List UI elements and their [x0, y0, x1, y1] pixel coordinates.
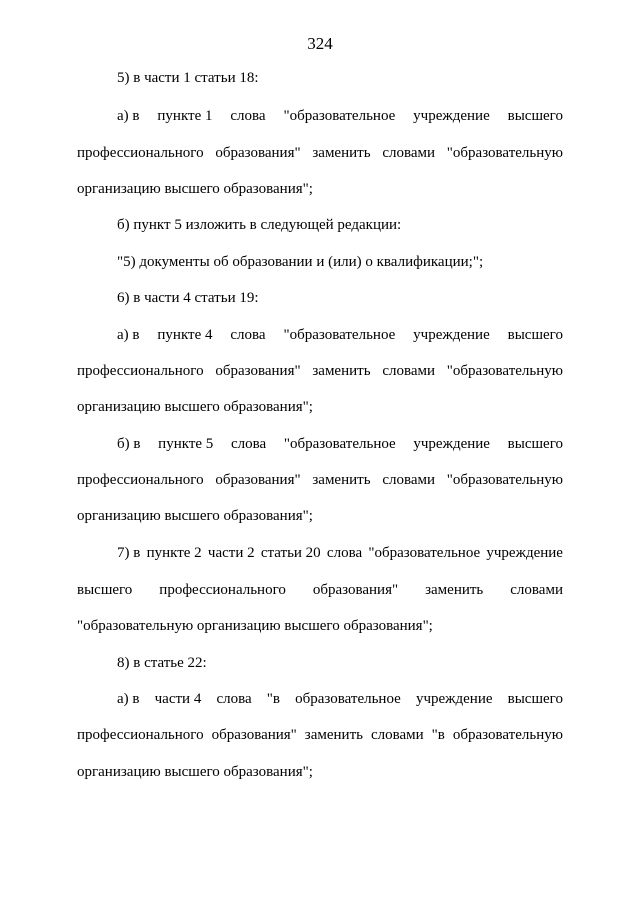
paragraph-7-line-3: "образовательную организацию высшего образования"; — [77, 618, 433, 634]
paragraph-6b-line-3: организацию высшего образования"; — [77, 508, 313, 524]
word: слова — [216, 691, 252, 707]
word: профессионального — [77, 472, 204, 488]
word: образования" — [211, 727, 297, 743]
word: заменить — [304, 727, 363, 743]
word: статьи 20 — [260, 545, 321, 561]
word: части 4 — [154, 691, 202, 707]
word: высшего — [507, 436, 563, 452]
paragraph-8a-line-1 — [117, 691, 563, 708]
word: профессионального — [77, 145, 204, 161]
word: образования" — [215, 363, 301, 379]
word: 7) в — [117, 545, 141, 561]
word: пункте 1 — [157, 108, 213, 124]
paragraph-8a-line-3: организацию высшего образования"; — [77, 764, 313, 780]
paragraph-5-heading: 5) в части 1 статьи 18: — [117, 70, 259, 86]
word: "образовательную — [446, 145, 563, 161]
word: а) в — [117, 108, 140, 124]
paragraph-5a-line-3: организацию высшего образования"; — [77, 181, 313, 197]
word: учреждение — [415, 691, 493, 707]
word: а) в — [117, 327, 140, 343]
word: "в — [266, 691, 280, 707]
word: высшего — [507, 108, 563, 124]
page-number: 324 — [307, 34, 333, 53]
word: слова — [230, 108, 266, 124]
word: пункте 5 — [158, 436, 214, 452]
word: учреждение — [486, 545, 563, 561]
word: высшего — [507, 327, 563, 343]
word: словами — [382, 472, 436, 488]
paragraph-5b-text: "5) документы об образовании и (или) о квалификации;"; — [117, 254, 484, 270]
paragraph-6a-line-3: организацию высшего образования"; — [77, 399, 313, 415]
paragraph-5a-line-2 — [77, 145, 563, 162]
word: пункте 4 — [157, 327, 213, 343]
word: части 2 — [207, 545, 255, 561]
word: б) в — [117, 436, 141, 452]
word: учреждение — [413, 436, 490, 452]
word: образовательную — [452, 727, 563, 743]
word: "образовательное — [283, 327, 396, 343]
word: пункте 2 — [146, 545, 202, 561]
paragraph-6a-line-1 — [117, 327, 563, 344]
word: словами — [510, 582, 563, 598]
word: заменить — [312, 145, 371, 161]
paragraph-8-heading: 8) в статье 22: — [117, 655, 207, 671]
word: высшего — [507, 691, 563, 707]
paragraph-8a-line-2 — [77, 727, 563, 744]
word: "в — [431, 727, 445, 743]
word: учреждение — [413, 327, 490, 343]
word: словами — [382, 363, 436, 379]
word: слова — [230, 436, 267, 452]
word: "образовательное — [283, 436, 396, 452]
word: учреждение — [413, 108, 490, 124]
paragraph-6a-line-2 — [77, 363, 563, 380]
word: а) в — [117, 691, 140, 707]
word: образования" — [215, 145, 301, 161]
word: "образовательную — [446, 472, 563, 488]
paragraph-5a-line-1 — [117, 108, 563, 125]
paragraph-7-line-2 — [77, 582, 563, 599]
word: заменить — [312, 472, 371, 488]
paragraph-6b-line-1 — [117, 436, 563, 453]
word: образовательное — [295, 691, 401, 707]
word: профессионального — [159, 582, 286, 598]
word: образования" — [215, 472, 301, 488]
paragraph-5b: б) пункт 5 изложить в следующей редакции: — [117, 217, 402, 233]
word: словами — [370, 727, 424, 743]
paragraph-6b-line-2 — [77, 472, 563, 489]
word: образования" — [312, 582, 399, 598]
paragraph-6-heading: 6) в части 4 статьи 19: — [117, 290, 259, 306]
word: высшего — [77, 582, 133, 598]
word: словами — [382, 145, 436, 161]
word: "образовательную — [446, 363, 563, 379]
word: профессионального — [77, 363, 204, 379]
word: "образовательное — [368, 545, 481, 561]
word: "образовательное — [283, 108, 396, 124]
word: профессионального — [77, 727, 204, 743]
word: заменить — [425, 582, 484, 598]
word: слова — [326, 545, 363, 561]
word: заменить — [312, 363, 371, 379]
paragraph-7-line-1 — [117, 545, 563, 562]
word: слова — [230, 327, 266, 343]
